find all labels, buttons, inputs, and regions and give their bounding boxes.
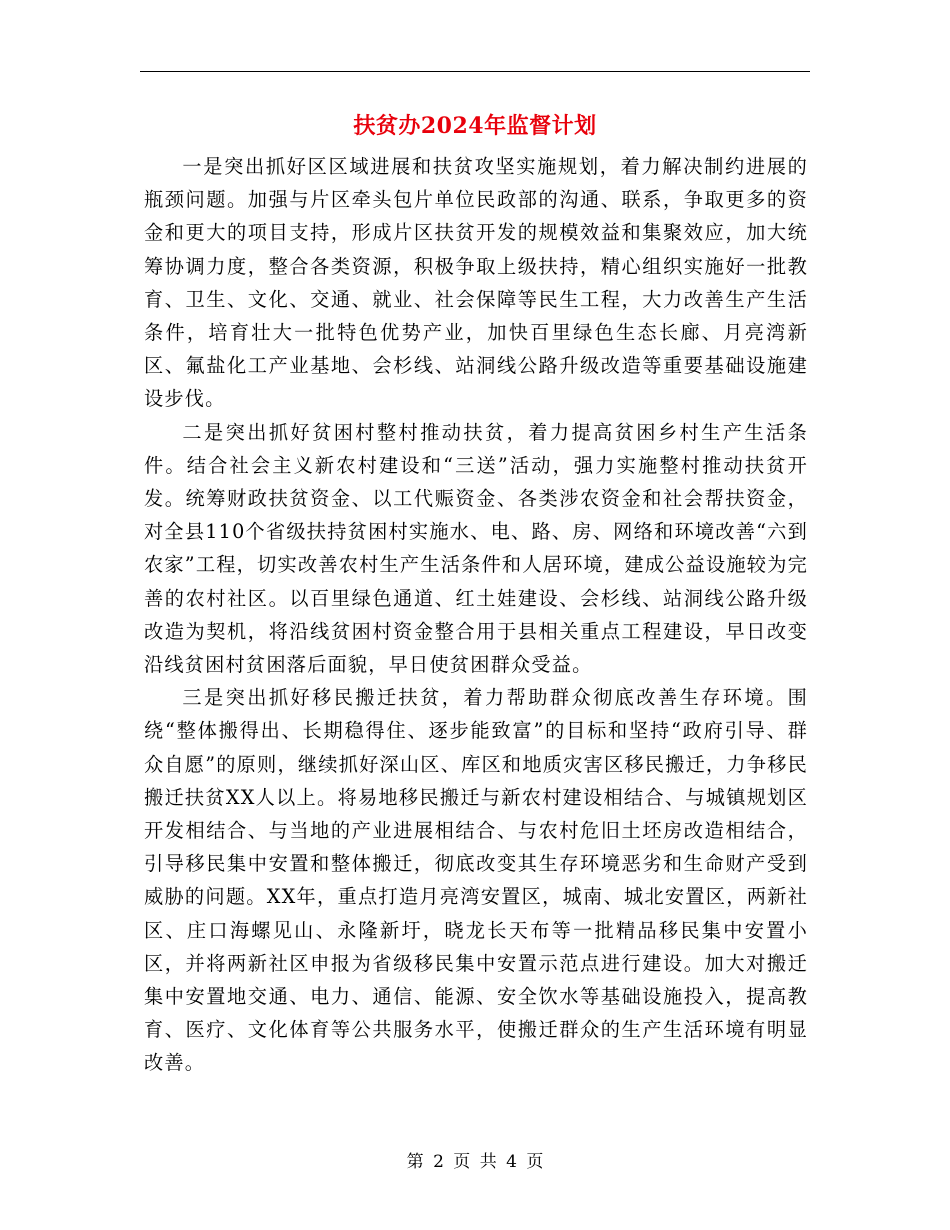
document-body: [144, 150, 808, 1080]
paragraph-2: 二是突出抓好贫困村整村推动扶贫，着力提高贫困乡村生产生活条件。结合社会主义新农村建设和“三送”活动，强力实施整村推动扶贫开发。统筹财政扶贫资金、以工代赈资金、各类涉农资金和社会帮扶资金，对全县110个省级扶持贫困村实施水、电、路、房、网络和环境改善“六到农家”工程，切实改善农村生产生活条件和人居环境，建成公益设施较为完善的农村社区。以百里绿色通道、红土娃建设、会杉线、站洞线公路升级改造为契机，将沿线贫困村资金整合用于县相关重点工程建设，早日改变沿线贫困村贫困落后面貌，早日使贫困群众受益。: [144, 420, 808, 677]
header-rule: [140, 71, 810, 72]
document-title: 扶贫办2024年监督计划: [353, 113, 597, 139]
page-number: 第 2 页 共 4 页: [406, 1152, 544, 1172]
paragraph-1: 一是突出抓好区区域进展和扶贫攻坚实施规划，着力解决制约进展的瓶颈问题。加强与片区牵头包片单位民政部的沟通、联系，争取更多的资金和更大的项目支持，形成片区扶贫开发的规模效益和集聚效应，加大统筹协调力度，整合各类资源，积极争取上级扶持，精心组织实施好一批教育、卫生、文化、交通、就业、社会保障等民生工程，大力改善生产生活条件，培育壮大一批特色优势产业，加快百里绿色生态长廊、月亮湾新区、氟盐化工产业基地、会杉线、站洞线公路升级改造等重要基础设施建设步伐。: [144, 155, 808, 411]
paragraph-3: 三是突出抓好移民搬迁扶贫，着力帮助群众彻底改善生存环境。围绕“整体搬得出、长期稳得住、逐步能致富”的目标和坚持“政府引导、群众自愿”的原则，继续抓好深山区、库区和地质灾害区移民搬迁，力争移民搬迁扶贫XX人以上。将易地移民搬迁与新农村建设相结合、与城镇规划区开发相结合、与当地的产业进展相结合、与农村危旧土坯房改造相结合，引导移民集中安置和整体搬迁，彻底改变其生存环境恶劣和生命财产受到威胁的问题。XX年，重点打造月亮湾安置区，城南、城北安置区，两新社区、庄口海螺见山、永隆新圩，晓龙长天布等一批精品移民集中安置小区，并将两新社区申报为省级移民集中安置示范点进行建设。加大对搬迁集中安置地交通、电力、通信、能源、安全饮水等基础设施投入，提高教育、医疗、文化体育等公共服务水平，使搬迁群众的生产生活环境有明显改善。: [144, 686, 808, 1075]
